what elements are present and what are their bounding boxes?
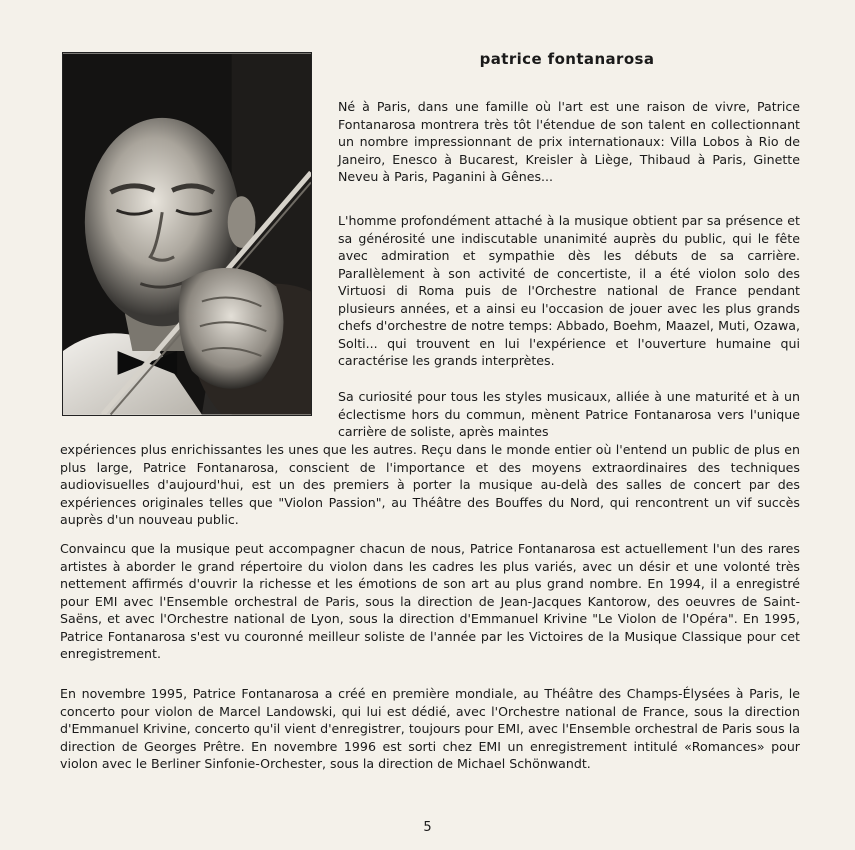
- paragraph-soloist-continued: expériences plus enrichissantes les unes que les autres. Reçu dans le monde entier où l'entend un public de plus en plus large, Patrice Fontanarosa, conscient de l'importance et des moyens extraordinaires des techniques audiovisuelles d'aujourd'hui, est un des premiers à porter la musique au-delà des salles de concert par des expériences originales telles que "Violon Passion", au Théâtre des Bouffes du Nord, qui rencontrent un vif succès auprès d'un nouveau public.: [60, 442, 800, 527]
- page-title: patrice fontanarosa: [479, 50, 655, 68]
- page-number: 5: [423, 820, 432, 835]
- paragraph-career: L'homme profondément attaché à la musique obtient par sa présence et sa générosité une indiscutable unanimité auprès du public, qui le fête avec admiration et sympathie dès les débuts de sa carrière. Parallèlement à son activité de concertiste, il a été violon solo des Virtuosi di Roma puis de l'Orchestre national de France pendant plusieurs années, et a ainsi eu l'occasion de jouer avec les plus grands chefs d'orchestre de notre temps: Abbado, Boehm, Maazel, Muti, Ozawa, Solti... qui trouvent en lui l'expérience et l'ouverture humaine qui caractérise les grands interprètes.: [338, 213, 800, 368]
- paragraph-landowski-concerto: En novembre 1995, Patrice Fontanarosa a créé en première mondiale, au Théâtre des Champs-Élysées à Paris, le concerto pour violon de Marcel Landowski, qui lui est dédié, avec l'Orchestre national de France, sous la direction d'Emmanuel Krivine, concerto qu'il vient d'enregistrer, toujours pour EMI, avec l'Ensemble orchestral de Paris sous la direction de Georges Prêtre. En novembre 1996 est sorti chez EMI un enregistrement intitulé «Romances» pour violon avec le Berliner Sinfonie-Orchester, sous la direction de Michael Schönwandt.: [60, 686, 800, 771]
- paragraph-birth-and-prizes: Né à Paris, dans une famille où l'art est une raison de vivre, Patrice Fontanarosa montrera très tôt l'étendue de son talent en collectionnant un nombre impressionnant de prix internationaux: Villa Lobos à Rio de Janeiro, Enesco à Bucarest, Kreisler à Liège, Thibaud à Paris, Ginette Neveu à Paris, Paganini à Gênes...: [338, 99, 800, 184]
- paragraph-recordings: Convaincu que la musique peut accompagner chacun de nous, Patrice Fontanarosa est actuellement l'un des rares artistes à aborder le grand répertoire du violon dans les cadres les plus variés, avec un désir et une volonté très nettement affirmés d'ouvrir la richesse et les émotions de son art au plus grand nombre. En 1994, il a enregistré pour EMI avec l'Ensemble orchestral de Paris, sous la direction de Jean-Jacques Kantorow, des oeuvres de Saint-Saëns, et avec l'Orchestre national de Lyon, sous la direction d'Emmanuel Krivine "Le Violon de l'Opéra". En 1995, Patrice Fontanarosa s'est vu couronné meilleur soliste de l'année par les Victoires de la Musique Classique pour cet enregistrement.: [60, 541, 800, 661]
- paragraph-soloist-start: Sa curiosité pour tous les styles musicaux, alliée à une maturité et à un éclectisme hors du commun, mènent Patrice Fontanarosa vers l'unique carrière de soliste, après maintes: [338, 389, 800, 439]
- portrait-photo: [62, 52, 312, 416]
- violinist-portrait-image: [63, 53, 311, 415]
